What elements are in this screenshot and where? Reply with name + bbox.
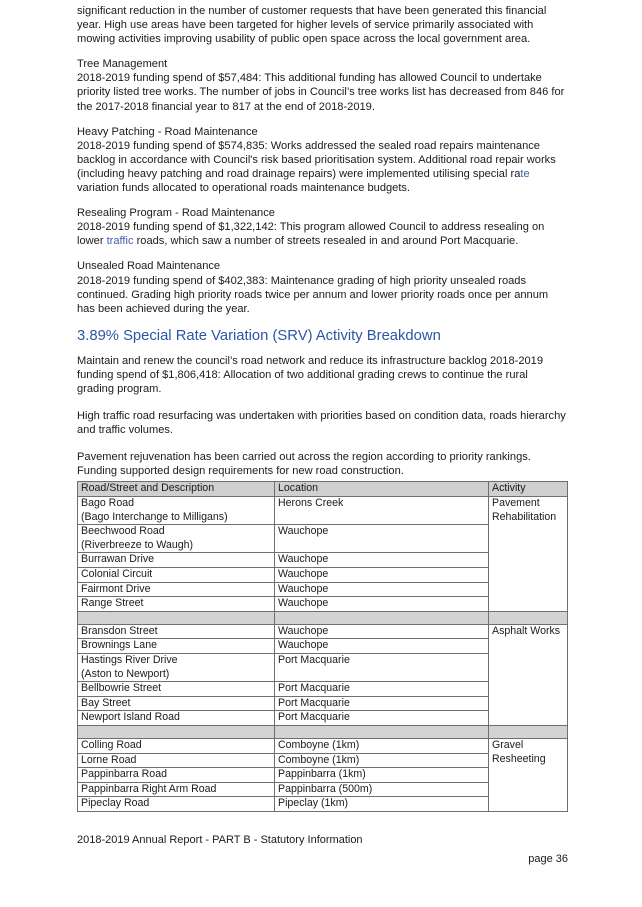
- location-cell: Port Macquarie: [275, 682, 489, 697]
- section-unsealed-road: [77, 259, 567, 315]
- report-footer-title: 2018-2019 Annual Report - PART B - Statutory Information: [77, 834, 363, 846]
- header-location: Location: [275, 482, 489, 497]
- location-cell: Herons Creek: [275, 497, 489, 525]
- road-cell: [78, 525, 275, 553]
- section-heading: Unsealed Road Maintenance: [77, 260, 221, 273]
- section-heading: Heavy Patching - Road Maintenance: [77, 125, 258, 138]
- location-cell: Wauchope: [275, 525, 489, 553]
- location-cell: Wauchope: [275, 553, 489, 568]
- separator-cell: [275, 611, 489, 624]
- body-text-highlight: traffic: [106, 235, 134, 248]
- separator-cell: [78, 725, 275, 738]
- road-cell: [78, 497, 275, 525]
- location-cell: Pappinbarra (1km): [275, 768, 489, 783]
- table-row: [78, 497, 568, 525]
- road-description: (Aston to Newport): [81, 667, 170, 680]
- road-name: Bago Road: [81, 497, 135, 510]
- page-number: page 36: [528, 853, 568, 865]
- section-heavy-patching: [77, 125, 567, 195]
- road-works-table: [77, 481, 568, 811]
- header-road: Road/Street and Description: [78, 482, 275, 497]
- srv-paragraph: Maintain and renew the council’s road network and reduce its infrastructure backlog 2018-2019 funding spend of $1,806,418: Allocation of two additional grading crews to continue the rural grading program.: [77, 354, 544, 395]
- location-cell: Comboyne (1km): [275, 738, 489, 753]
- section-body: 2018-2019 funding spend of $57,484: This additional funding has allowed Council to undertake priority listed tree works. The number of jobs in Council’s tree works list has decreased from 846 for the 2017-2018 financial year to 817 at the end of 2018-2019.: [77, 72, 565, 113]
- separator-cell: [489, 725, 568, 738]
- location-cell: Wauchope: [275, 597, 489, 612]
- activity-cell: Pavement Rehabilitation: [489, 497, 568, 612]
- road-cell: Bellbowrie Street: [78, 682, 275, 697]
- road-cell: Bay Street: [78, 696, 275, 711]
- activity-cell: Gravel Resheeting: [489, 738, 568, 811]
- body-text: variation funds allocated to operational roads maintenance budgets.: [77, 182, 411, 195]
- location-cell: Port Macquarie: [275, 696, 489, 711]
- table-row: [78, 738, 568, 753]
- location-cell: Wauchope: [275, 568, 489, 583]
- body-text: 2018-2019 funding spend of $574,835: Works addressed the sealed road repairs maintenance backlog in accordance with Council's risk based prioritisation system. Additional road repair works (including heavy patching and road drainage repairs) were implemented utilising special ra: [77, 139, 556, 180]
- road-cell: Bransdon Street: [78, 624, 275, 639]
- location-cell: Pappinbarra (500m): [275, 782, 489, 797]
- body-text: roads, which saw a number of streets resealed in and around Port Macquarie.: [133, 235, 519, 248]
- separator-cell: [489, 611, 568, 624]
- activity-cell: Asphalt Works: [489, 624, 568, 725]
- srv-heading: 3.89% Special Rate Variation (SRV) Activity Breakdown: [77, 327, 441, 344]
- road-name: Beechwood Road: [81, 525, 165, 538]
- table-separator-row: [78, 725, 568, 738]
- road-cell: Pappinbarra Road: [78, 768, 275, 783]
- road-description: (Riverbreeze to Waugh): [81, 538, 194, 551]
- road-description: (Bago Interchange to Milligans): [81, 510, 228, 523]
- location-cell: Wauchope: [275, 582, 489, 597]
- road-cell: Burrawan Drive: [78, 553, 275, 568]
- road-cell: Colonial Circuit: [78, 568, 275, 583]
- separator-cell: [78, 611, 275, 624]
- road-cell: Range Street: [78, 597, 275, 612]
- section-heading: Resealing Program - Road Maintenance: [77, 207, 275, 220]
- location-cell: Wauchope: [275, 639, 489, 654]
- road-cell: Pappinbarra Right Arm Road: [78, 782, 275, 797]
- section-tree-management: [77, 57, 567, 113]
- section-resealing-program: [77, 206, 567, 248]
- road-cell: Colling Road: [78, 738, 275, 753]
- section-body: [77, 139, 567, 195]
- section-body: 2018-2019 funding spend of $402,383: Maintenance grading of high priority unsealed roads continued. Grading high priority roads twice per annum and lower priority roads once per annum has been achieved during the year.: [77, 274, 549, 315]
- body-text: 2018-2019 funding spend of $1,322,142: This program allowed Council to address resealing on lower: [77, 221, 545, 248]
- location-cell: Pipeclay (1km): [275, 797, 489, 812]
- road-cell: Lorne Road: [78, 753, 275, 768]
- table-header-row: [78, 482, 568, 497]
- road-cell: Brownings Lane: [78, 639, 275, 654]
- header-activity: Activity: [489, 482, 568, 497]
- road-cell: Fairmont Drive: [78, 582, 275, 597]
- section-heading: Tree Management: [77, 58, 168, 71]
- intro-paragraph: significant reduction in the number of customer requests that have been generated this financial year. High use areas have been targeted for higher levels of service primarily associated with mowing activities improving usability of public open space across the local government area.: [77, 5, 547, 46]
- separator-cell: [275, 725, 489, 738]
- road-name: Hastings River Drive: [81, 653, 178, 666]
- section-body: [77, 220, 567, 248]
- srv-paragraph: Pavement rejuvenation has been carried out across the region according to priority rankings. Funding supported design requirements for new road construction.: [77, 451, 531, 478]
- location-cell: Wauchope: [275, 624, 489, 639]
- location-cell: Port Macquarie: [275, 653, 489, 681]
- location-cell: Comboyne (1km): [275, 753, 489, 768]
- location-cell: Port Macquarie: [275, 711, 489, 726]
- srv-paragraph: High traffic road resurfacing was undertaken with priorities based on condition data, roads hierarchy and traffic volumes.: [77, 410, 566, 437]
- document-page: [77, 4, 567, 812]
- table-separator-row: [78, 611, 568, 624]
- road-cell: Pipeclay Road: [78, 797, 275, 812]
- road-cell: [78, 653, 275, 681]
- table-row: [78, 624, 568, 639]
- road-cell: Newport Island Road: [78, 711, 275, 726]
- body-text-highlight: te: [520, 167, 530, 180]
